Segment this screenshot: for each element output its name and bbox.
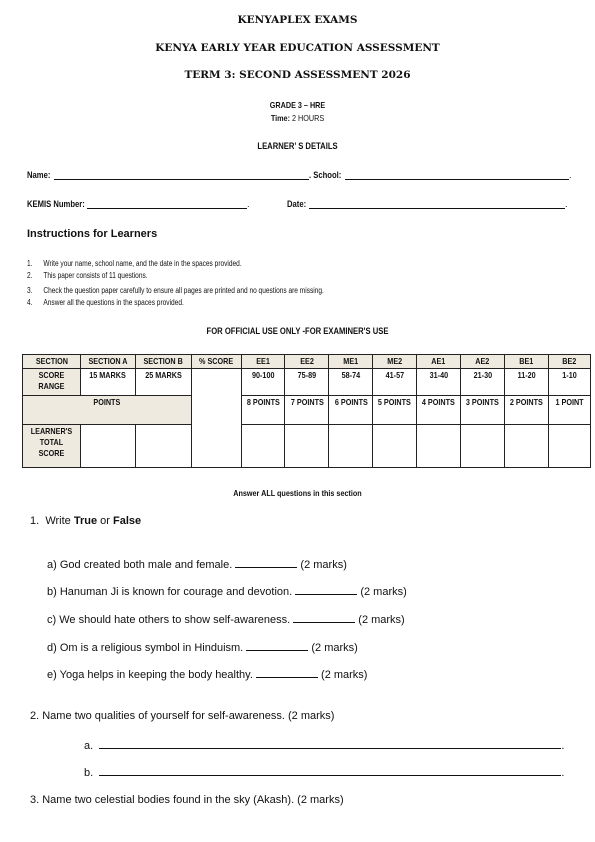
- official-use-heading: FOR OFFICIAL USE ONLY -FOR EXAMINER'S USE: [206, 326, 389, 336]
- instructions-title: Instructions for Learners: [27, 228, 158, 240]
- answer-blank[interactable]: [246, 640, 308, 651]
- assessment-title: KENYA EARLY YEAR EDUCATION ASSESSMENT: [155, 42, 440, 54]
- score-cell[interactable]: [505, 425, 549, 468]
- range-cell: 31-40: [417, 369, 461, 396]
- table-header-cell: ME1: [329, 355, 373, 369]
- range-cell: 21-30: [461, 369, 505, 396]
- range-cell: 90-100: [241, 369, 285, 396]
- score-cell[interactable]: [461, 425, 505, 468]
- question-1e: e) Yoga helps in keeping the body healthy. (2 marks): [47, 669, 368, 681]
- instruction-item: 4. Answer all the questions in the spaces provided.: [27, 298, 184, 307]
- section-a-score-cell[interactable]: [80, 425, 135, 468]
- answer-blank[interactable]: [256, 667, 318, 678]
- table-header-cell: BE2: [549, 355, 591, 369]
- section-b-score-cell[interactable]: [135, 425, 191, 468]
- table-header-cell: EE1: [241, 355, 285, 369]
- table-header-cell: SECTION: [23, 355, 81, 369]
- score-cell[interactable]: [285, 425, 329, 468]
- points-cell: 5 POINTS: [373, 396, 417, 425]
- section-b-marks: 25 MARKS: [135, 369, 191, 396]
- range-cell: 41-57: [373, 369, 417, 396]
- exam-org-title: KENYAPLEX EXAMS: [237, 14, 358, 26]
- question-1d: d) Om is a religious symbol in Hinduism. (2 marks): [47, 642, 358, 654]
- table-header-cell: BE1: [505, 355, 549, 369]
- points-cell: 1 POINT: [549, 396, 591, 425]
- score-range-label: SCORE RANGE: [23, 369, 81, 396]
- school-field[interactable]: [345, 169, 569, 180]
- grade-subject: GRADE 3 – HRE: [269, 100, 326, 110]
- total-score-label: LEARNER'S TOTAL SCORE: [23, 425, 81, 468]
- instruction-item: 2. This paper consists of 11 questions.: [27, 271, 148, 280]
- name-label: Name:: [27, 170, 51, 180]
- points-cell: 3 POINTS: [461, 396, 505, 425]
- points-cell: 4 POINTS: [417, 396, 461, 425]
- instruction-item: 3. Check the question paper carefully to ensure all pages are printed and no questions are missing.: [27, 286, 324, 295]
- table-header-cell: % SCORE: [191, 355, 241, 369]
- points-cell: 2 POINTS: [505, 396, 549, 425]
- question-2: 2. Name two qualities of yourself for self-awareness. (2 marks): [30, 710, 335, 722]
- question-1c: c) We should hate others to show self-awareness. (2 marks): [47, 614, 405, 626]
- question-3: 3. Name two celestial bodies found in the sky (Akash). (2 marks): [30, 794, 344, 806]
- score-cell[interactable]: [241, 425, 285, 468]
- points-cell: 7 POINTS: [285, 396, 329, 425]
- table-header-cell: AE2: [461, 355, 505, 369]
- table-header-cell: AE1: [417, 355, 461, 369]
- points-cell: 8 POINTS: [241, 396, 285, 425]
- table-header-cell: ME2: [373, 355, 417, 369]
- answer-blank[interactable]: [293, 612, 355, 623]
- date-field[interactable]: [309, 198, 565, 209]
- answer-line[interactable]: [99, 765, 561, 776]
- name-field[interactable]: [54, 169, 309, 180]
- question-2a: a. .: [84, 740, 565, 752]
- learner-details-heading: LEARNER’ S DETAILS: [257, 141, 338, 151]
- time-value: 2 HOURS: [292, 113, 325, 123]
- score-table: [22, 354, 591, 468]
- range-cell: 58-74: [329, 369, 373, 396]
- question-1a: a) God created both male and female. (2 marks): [47, 559, 347, 571]
- school-label: . School:: [309, 170, 342, 180]
- time-line: [45, 113, 551, 123]
- range-cell: 75-89: [285, 369, 329, 396]
- question-1b: b) Hanuman Ji is known for courage and devotion. (2 marks): [47, 586, 407, 598]
- points-cell: 6 POINTS: [329, 396, 373, 425]
- range-cell: 11-20: [505, 369, 549, 396]
- range-cell: 1-10: [549, 369, 591, 396]
- answer-blank[interactable]: [295, 584, 357, 595]
- question-2b: b. .: [84, 767, 565, 779]
- kemis-end-dot: .: [247, 199, 250, 209]
- kemis-label: KEMIS Number:: [27, 199, 85, 209]
- kemis-date-row: [27, 198, 575, 209]
- time-label: Time:: [270, 113, 290, 123]
- instruction-item: 1. Write your name, school name, and the date in the spaces provided.: [27, 259, 242, 268]
- score-cell[interactable]: [417, 425, 461, 468]
- percent-score-cell[interactable]: [191, 369, 241, 468]
- section-a-marks: 15 MARKS: [80, 369, 135, 396]
- kemis-field[interactable]: [87, 198, 247, 209]
- score-cell[interactable]: [549, 425, 591, 468]
- date-label: Date:: [287, 199, 307, 209]
- score-cell[interactable]: [329, 425, 373, 468]
- score-cell[interactable]: [373, 425, 417, 468]
- false-word: False: [112, 515, 142, 527]
- score-range-row: [23, 369, 591, 396]
- name-school-row: [27, 169, 575, 180]
- table-header-row: [23, 355, 591, 369]
- points-row: [23, 396, 591, 425]
- table-header-cell: EE2: [285, 355, 329, 369]
- date-end-dot: .: [565, 199, 568, 209]
- answer-all-instruction: Answer ALL questions in this section: [233, 488, 362, 498]
- question-1: 1. Write True or False: [30, 515, 142, 527]
- question-number: 1.: [30, 515, 40, 527]
- table-header-cell: SECTION B: [135, 355, 191, 369]
- table-header-cell: SECTION A: [80, 355, 135, 369]
- points-label: POINTS: [23, 396, 192, 425]
- answer-blank[interactable]: [235, 557, 297, 568]
- term-title: TERM 3: SECOND ASSESSMENT 2026: [184, 69, 411, 81]
- school-end-dot: .: [569, 170, 572, 180]
- true-word: True: [73, 515, 98, 527]
- answer-line[interactable]: [99, 738, 561, 749]
- total-score-row: [23, 425, 591, 468]
